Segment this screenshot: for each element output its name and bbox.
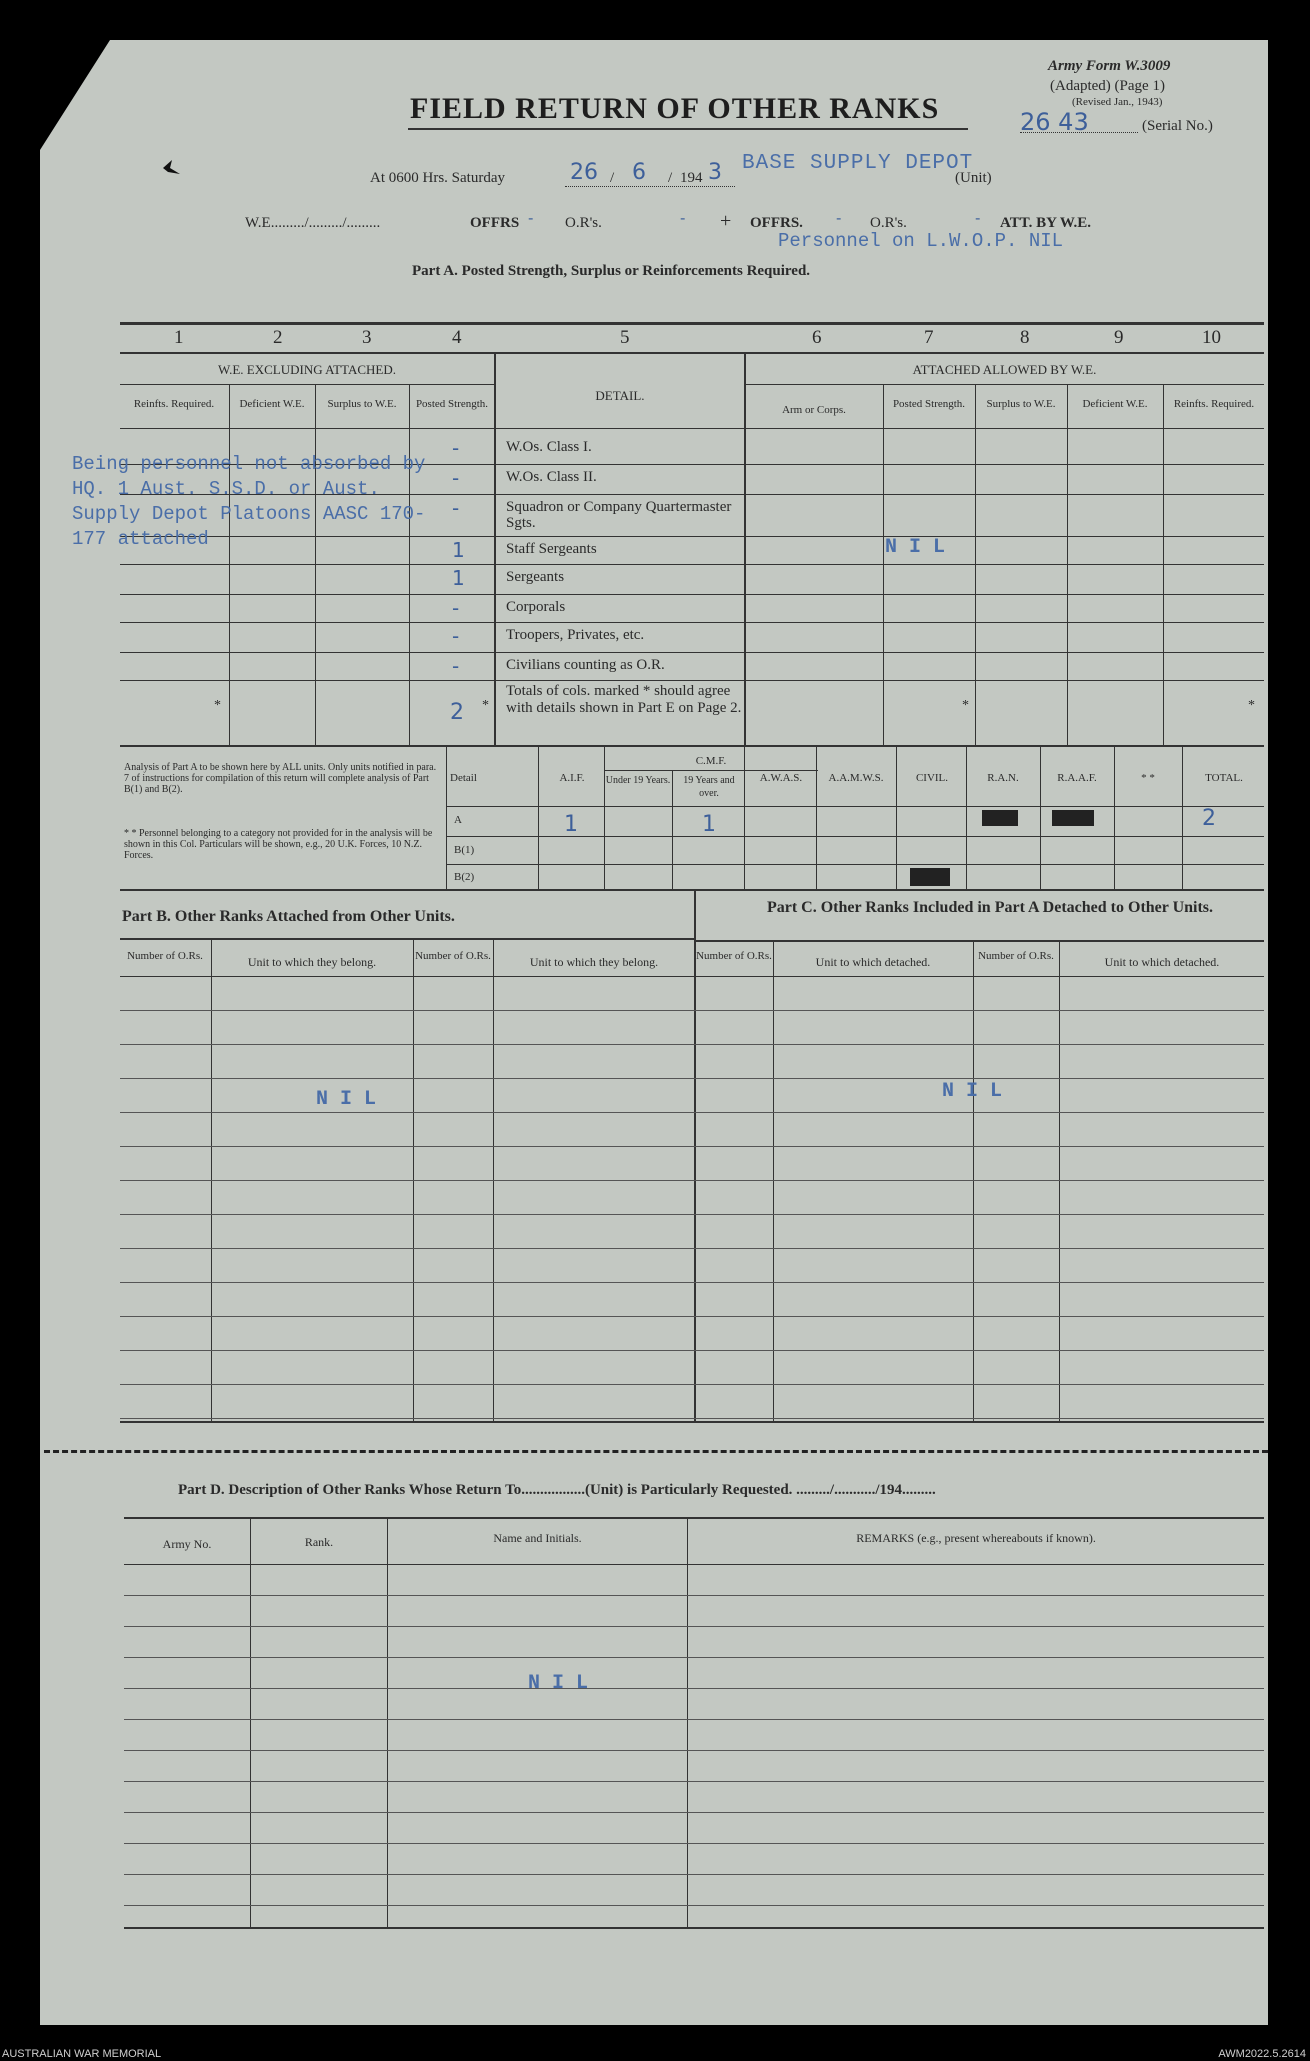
posted-strength-value: - — [452, 436, 460, 460]
posted-strength-value: 1 — [452, 538, 465, 562]
redaction-ran — [982, 810, 1018, 826]
detail-row-label: Troopers, Privates, etc. — [506, 627, 645, 643]
hdr-total: TOTAL. — [1205, 772, 1243, 784]
analysis-note: Analysis of Part A to be shown here by ALL units. Only units notified in para. 7 of instructions for compilation of this return will complete analysis of Part B(1) and B(2). — [124, 762, 437, 795]
column-number-1: 1 — [174, 327, 184, 348]
part-d-title: Part D. Description of Other Ranks Whose Return To.................(Unit) is Particularly Requested. ........./.........../194......... — [178, 1482, 936, 1498]
part-b-title: Part B. Other Ranks Attached from Other Units. — [122, 908, 455, 925]
column-number-6: 6 — [812, 327, 822, 348]
title-underline — [408, 128, 968, 130]
col-att-deficient: Deficient W.E. — [1082, 398, 1148, 410]
we-excluding-heading: W.E. EXCLUDING ATTACHED. — [218, 362, 396, 377]
column-number-9: 9 — [1114, 327, 1124, 348]
row-divider — [120, 1214, 1264, 1215]
d-col-rank: Rank. — [304, 1535, 334, 1549]
tear-line — [44, 1450, 1268, 1453]
analysis-column-line — [816, 747, 817, 889]
column-number-3: 3 — [362, 327, 372, 348]
analysis-column-line — [1114, 747, 1115, 889]
detail-row-label: Corporals — [506, 599, 566, 615]
row-divider — [120, 680, 1264, 681]
row-divider — [120, 1282, 1264, 1283]
analysis-footnote: * * Personnel belonging to a category not provided for in the analysis will be shown in this Col. Particulars will be shown, e.g., 20 U.K. Forces, 10 N.Z. Forces. — [124, 828, 433, 861]
c-col-number: Number of O.Rs. — [696, 950, 772, 962]
plus-sign: + — [720, 210, 732, 232]
hdr-cmf: C.M.F. — [695, 755, 727, 767]
b-col-unit: Unit to which they belong. — [247, 955, 377, 969]
hdr-ran: R.A.N. — [987, 772, 1019, 784]
offrs2-label: OFFRS. — [750, 215, 803, 231]
d-col-army-no: Army No. — [162, 1537, 212, 1551]
posted-strength-value: 1 — [452, 566, 465, 590]
analysis-column-line — [1182, 747, 1183, 889]
row-divider — [120, 652, 1264, 653]
row-divider — [120, 1044, 1264, 1045]
column-number-7: 7 — [924, 327, 934, 348]
ors-label: O.R's. — [565, 215, 602, 231]
att-label: ATT. BY W.E. — [1000, 215, 1092, 231]
hdr-other: * * — [1141, 772, 1155, 784]
row-divider — [120, 1248, 1264, 1249]
lwop-note: Personnel on L.W.O.P. NIL — [778, 230, 1064, 252]
hdr-civil: CIVIL. — [915, 772, 949, 784]
adapted-label: (Adapted) (Page 1) — [1050, 78, 1165, 94]
hdr-awas: A.W.A.S. — [759, 772, 803, 784]
detail-row-label: Staff Sergeants — [506, 541, 597, 557]
hdr-aamws: A.A.M.W.S. — [828, 772, 884, 784]
detail-row-label: W.Os. Class I. — [506, 439, 592, 455]
analysis-row-b1: B(1) — [454, 844, 475, 856]
b-col-number2: Number of O.Rs. — [415, 950, 491, 962]
column-number-8: 8 — [1020, 327, 1030, 348]
attached-allowed-heading: ATTACHED ALLOWED BY W.E. — [912, 362, 1097, 377]
redaction-civil — [910, 868, 950, 886]
col-att-posted: Posted Strength. — [892, 398, 966, 410]
col-arm-corps: Arm or Corps. — [782, 404, 846, 416]
row-divider — [124, 1843, 1264, 1844]
row-divider — [120, 1078, 1264, 1079]
posted-strength-value: - — [452, 496, 460, 520]
analysis-column-line — [604, 747, 605, 889]
b-col-unit2: Unit to which they belong. — [529, 955, 659, 969]
detail-row-label: Sergeants — [506, 569, 565, 585]
row-divider — [124, 1812, 1264, 1813]
part-a-title: Part A. Posted Strength, Surplus or Reinforcements Required. — [412, 263, 811, 279]
row-divider — [120, 1350, 1264, 1351]
row-divider — [120, 594, 1264, 595]
d-col-remarks: REMARKS (e.g., present whereabouts if known). — [856, 1531, 1096, 1545]
hdr-under-19: Under 19 Years. — [605, 775, 671, 786]
totals-detail: Totals of cols. marked * should agree with details shown in Part E on Page 2. — [506, 683, 742, 716]
detail-row-label: Civilians counting as O.R. — [506, 657, 665, 673]
totals-posted-value: 2 — [450, 700, 464, 725]
part-c-title: Part C. Other Ranks Included in Part A Detached to Other Units. — [766, 899, 1214, 916]
posted-strength-value: - — [452, 624, 460, 648]
part-d-nil: N I L — [528, 1672, 589, 1695]
offrs-label: OFFRS — [470, 215, 520, 231]
analysis-row-b2: B(2) — [454, 871, 475, 883]
c-col-number2: Number of O.Rs. — [978, 950, 1054, 962]
col-posted-strength: Posted Strength. — [415, 398, 489, 410]
row-divider — [124, 1595, 1264, 1596]
c-col-unit: Unit to which detached. — [815, 955, 931, 969]
row-divider — [120, 1418, 1264, 1419]
hdr-19-over: 19 Years and over. — [683, 775, 735, 799]
row-divider — [124, 1750, 1264, 1751]
serial-dotted-line — [1020, 132, 1138, 133]
analysis-row-a: A — [454, 814, 462, 826]
footer-accession: AWM2022.5.2614 — [1218, 2048, 1306, 2060]
row-divider — [120, 1112, 1264, 1113]
posted-strength-value: - — [452, 654, 460, 678]
analysis-a-aif: 1 — [564, 812, 578, 837]
revised-label: (Revised Jan., 1943) — [1072, 96, 1163, 108]
row-divider — [120, 622, 1264, 623]
part-c-nil: N I L — [942, 1080, 1003, 1103]
posted-strength-value: - — [452, 466, 460, 490]
handwritten-note: Being personnel not absorbed by HQ. 1 Aust. S.S.D. or Aust. Supply Depot Platoons AASC 170-177 attached — [72, 453, 426, 550]
row-divider — [124, 1657, 1264, 1658]
analysis-column-line — [672, 770, 673, 889]
part-b-nil: N I L — [316, 1088, 377, 1111]
form-paper — [40, 40, 1268, 2025]
row-divider — [120, 1010, 1264, 1011]
posted-strength-value: - — [452, 596, 460, 620]
detail-row-label: Squadron or Company Quartermaster Sgts. — [506, 499, 732, 531]
analysis-a-total: 2 — [1202, 806, 1216, 831]
serial-number-value: 26 43 — [1020, 108, 1089, 136]
analysis-a-cmf-over: 1 — [702, 812, 716, 837]
torn-corner — [40, 40, 110, 150]
date-year-prefix: 194 — [680, 170, 703, 186]
we-line: W.E........./........./......... — [245, 215, 381, 231]
row-divider — [124, 1719, 1264, 1720]
column-number-10: 10 — [1202, 327, 1221, 348]
analysis-column-line — [538, 747, 539, 889]
footer-source: AUSTRALIAN WAR MEMORIAL — [2, 2048, 162, 2060]
analysis-column-line — [744, 747, 745, 889]
b-col-number: Number of O.Rs. — [127, 950, 203, 962]
attached-nil: N I L — [885, 536, 946, 559]
col-deficient-we: Deficient W.E. — [239, 398, 305, 410]
col-att-reinfts: Reinfts. Required. — [1173, 398, 1255, 410]
row-divider — [120, 1146, 1264, 1147]
row-divider — [120, 1316, 1264, 1317]
column-number-5: 5 — [620, 327, 630, 348]
serial-label: (Serial No.) — [1142, 118, 1213, 134]
row-divider — [124, 1781, 1264, 1782]
date-year-digit: 3 — [708, 160, 722, 185]
redaction-raaf — [1052, 810, 1094, 826]
analysis-column-line — [1040, 747, 1041, 889]
row-divider — [124, 1874, 1264, 1875]
c-col-unit2: Unit to which detached. — [1104, 955, 1220, 969]
column-number-4: 4 — [452, 327, 462, 348]
ors2-label: O.R's. — [870, 215, 907, 231]
d-col-name: Name and Initials. — [493, 1531, 582, 1545]
unit-label: (Unit) — [955, 170, 992, 186]
row-divider — [120, 564, 1264, 565]
date-day: 26 — [570, 160, 598, 185]
form-title: FIELD RETURN OF OTHER RANKS — [410, 92, 940, 125]
hdr-aif: A.I.F. — [559, 772, 585, 784]
unit-value: BASE SUPPLY DEPOT — [742, 152, 974, 175]
column-number-2: 2 — [273, 327, 283, 348]
hdr-raaf: R.A.A.F. — [1057, 772, 1097, 784]
detail-heading: DETAIL. — [595, 388, 645, 403]
analysis-detail-label: Detail — [450, 772, 477, 784]
row-divider — [124, 1905, 1264, 1906]
col-att-surplus: Surplus to W.E. — [986, 398, 1056, 410]
army-form-number: Army Form W.3009 — [1048, 58, 1171, 74]
row-divider — [120, 1180, 1264, 1181]
at-time-label: At 0600 Hrs. Saturday — [370, 170, 505, 186]
date-month: 6 — [632, 160, 646, 185]
analysis-column-line — [966, 747, 967, 889]
analysis-column-line — [896, 747, 897, 889]
ink-mark — [160, 158, 184, 178]
detail-row-label: W.Os. Class II. — [506, 469, 597, 485]
col-reinfts-required: Reinfts. Required. — [133, 398, 215, 410]
col-surplus-we: Surplus to W.E. — [327, 398, 397, 410]
row-divider — [124, 1688, 1264, 1689]
row-divider — [124, 1626, 1264, 1627]
row-divider — [120, 1384, 1264, 1385]
